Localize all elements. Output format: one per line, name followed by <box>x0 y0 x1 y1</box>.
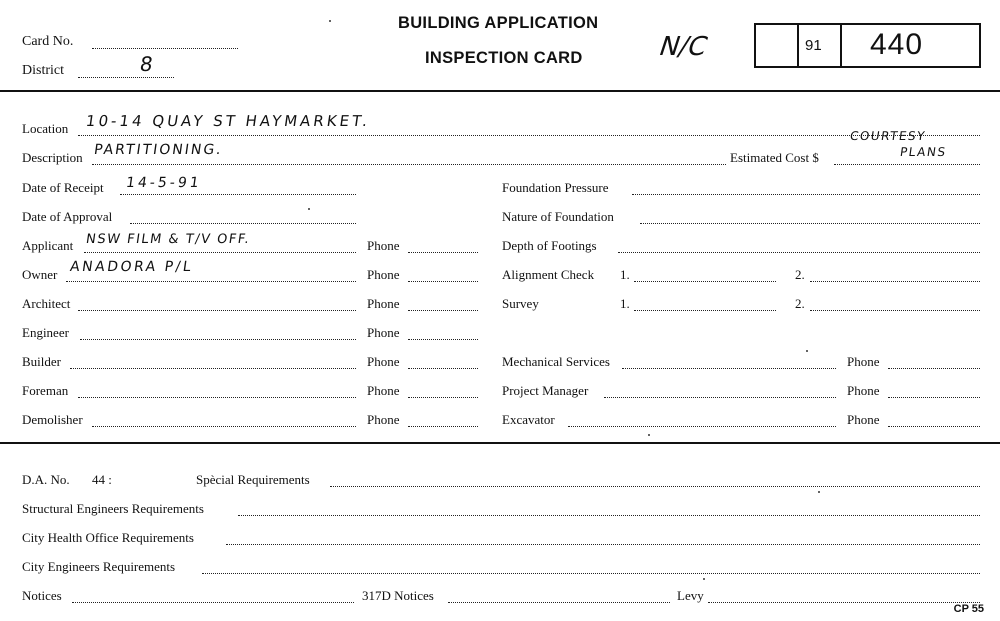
demolisher-phone-field[interactable] <box>408 426 478 427</box>
survey-label: Survey <box>502 296 539 311</box>
scan-speck <box>818 491 820 493</box>
project-manager-field[interactable] <box>604 397 836 398</box>
date-of-receipt-field[interactable] <box>120 194 356 195</box>
scan-speck <box>308 208 310 210</box>
engineer-field[interactable] <box>80 339 356 340</box>
estimated-cost-label: Estimated Cost $ <box>730 150 819 165</box>
nature-of-foundation-label: Nature of Foundation <box>502 209 614 224</box>
alignment-check-option-2-label: 2. <box>795 267 805 282</box>
applicant-label: Applicant <box>22 238 74 253</box>
excavator-label: Excavator <box>502 412 555 427</box>
applicant-value: NSW FILM & T/V OFF. <box>84 232 252 247</box>
special-requirements-label: Spècial Requirements <box>196 472 310 487</box>
scan-speck <box>703 578 705 580</box>
excavator-phone-field[interactable] <box>888 426 980 427</box>
location-value: 10-14 QUAY ST HAYMARKET. <box>84 112 372 130</box>
demolisher-label: Demolisher <box>22 412 83 427</box>
architect-phone-field[interactable] <box>408 310 478 311</box>
owner-phone-field[interactable] <box>408 281 478 282</box>
alignment-check-field-1[interactable] <box>634 281 776 282</box>
scan-speck <box>648 434 650 436</box>
applicant-phone-label: Phone <box>367 238 400 253</box>
applicant-field[interactable] <box>84 252 356 253</box>
foreman-phone-field[interactable] <box>408 397 478 398</box>
description-field[interactable] <box>92 164 726 165</box>
district-label: District <box>22 63 64 78</box>
survey-option-2-label: 2. <box>795 296 805 311</box>
notices-317d-label: 317D Notices <box>362 588 434 603</box>
description-value: PARTITIONING. <box>92 142 224 158</box>
mechanical-services-phone-label: Phone <box>847 354 880 369</box>
reference-number-large: 440 <box>870 28 924 61</box>
engineer-phone-field[interactable] <box>408 339 478 340</box>
alignment-check-field-2[interactable] <box>810 281 980 282</box>
city-engineers-field[interactable] <box>202 573 980 574</box>
scan-speck <box>329 20 331 22</box>
foreman-phone-label: Phone <box>367 383 400 398</box>
architect-label: Architect <box>22 296 71 311</box>
foreman-label: Foreman <box>22 383 69 398</box>
survey-field-2[interactable] <box>810 310 980 311</box>
owner-label: Owner <box>22 267 58 282</box>
builder-phone-label: Phone <box>367 354 400 369</box>
mechanical-services-field[interactable] <box>622 368 836 369</box>
header-divider <box>0 90 1000 92</box>
city-health-office-label: City Health Office Requirements <box>22 530 194 545</box>
structural-engineers-label: Structural Engineers Requirements <box>22 501 204 516</box>
levy-field[interactable] <box>708 602 980 603</box>
owner-field[interactable] <box>66 281 356 282</box>
architect-phone-label: Phone <box>367 296 400 311</box>
details-divider <box>0 442 1000 444</box>
description-label: Description <box>22 150 83 165</box>
form-title-line1: BUILDING APPLICATION <box>398 14 599 32</box>
scan-speck <box>806 350 808 352</box>
builder-phone-field[interactable] <box>408 368 478 369</box>
engineer-label: Engineer <box>22 325 69 340</box>
excavator-field[interactable] <box>568 426 836 427</box>
structural-engineers-field[interactable] <box>238 515 980 516</box>
city-health-office-field[interactable] <box>226 544 980 545</box>
da-no-label: D.A. No. <box>22 472 70 487</box>
levy-label: Levy <box>677 588 704 603</box>
card-no-field[interactable] <box>92 48 238 49</box>
depth-of-footings-label: Depth of Footings <box>502 238 597 253</box>
foundation-pressure-label: Foundation Pressure <box>502 180 609 195</box>
nature-of-foundation-field[interactable] <box>640 223 980 224</box>
demolisher-phone-label: Phone <box>367 412 400 427</box>
applicant-phone-field[interactable] <box>408 252 478 253</box>
project-manager-phone-field[interactable] <box>888 397 980 398</box>
handwritten-nc-mark: N/C <box>655 32 712 62</box>
survey-field-1[interactable] <box>634 310 776 311</box>
estimated-cost-field[interactable] <box>834 164 980 165</box>
city-engineers-label: City Engineers Requirements <box>22 559 176 574</box>
notices-317d-field[interactable] <box>448 602 670 603</box>
estimated-cost-value-line1: COURTESY <box>849 129 927 143</box>
engineer-phone-label: Phone <box>367 325 400 340</box>
date-of-approval-label: Date of Approval <box>22 209 113 224</box>
architect-field[interactable] <box>78 310 356 311</box>
depth-of-footings-field[interactable] <box>618 252 980 253</box>
reference-number-box <box>754 23 981 68</box>
notices-field[interactable] <box>72 602 354 603</box>
demolisher-field[interactable] <box>92 426 356 427</box>
district-field[interactable] <box>78 77 174 78</box>
foundation-pressure-field[interactable] <box>632 194 980 195</box>
card-no-label: Card No. <box>22 34 74 49</box>
alignment-check-label: Alignment Check <box>502 267 595 282</box>
reference-box-divider <box>797 23 799 68</box>
project-manager-phone-label: Phone <box>847 383 880 398</box>
form-title-line2: INSPECTION CARD <box>425 49 583 67</box>
mechanical-services-phone-field[interactable] <box>888 368 980 369</box>
survey-option-1-label: 1. <box>620 296 630 311</box>
date-of-receipt-value: 14-5-91 <box>124 175 203 191</box>
estimated-cost-value-line2: PLANS <box>899 145 948 159</box>
builder-label: Builder <box>22 354 61 369</box>
excavator-phone-label: Phone <box>847 412 880 427</box>
location-label: Location <box>22 121 69 136</box>
reference-number-small: 91 <box>805 37 822 54</box>
date-of-approval-field[interactable] <box>130 223 356 224</box>
location-field[interactable] <box>78 135 980 136</box>
project-manager-label: Project Manager <box>502 383 589 398</box>
foreman-field[interactable] <box>78 397 356 398</box>
mechanical-services-label: Mechanical Services <box>502 354 610 369</box>
reference-box-divider <box>840 23 842 68</box>
builder-field[interactable] <box>70 368 356 369</box>
special-requirements-field[interactable] <box>330 486 980 487</box>
form-code: CP 55 <box>953 603 984 615</box>
da-no-value: 44 : <box>92 472 112 487</box>
notices-label: Notices <box>22 588 62 603</box>
alignment-check-option-1-label: 1. <box>620 267 630 282</box>
district-value: 8 <box>138 52 156 76</box>
owner-phone-label: Phone <box>367 267 400 282</box>
date-of-receipt-label: Date of Receipt <box>22 180 104 195</box>
owner-value: ANADORA P/L <box>68 259 195 275</box>
